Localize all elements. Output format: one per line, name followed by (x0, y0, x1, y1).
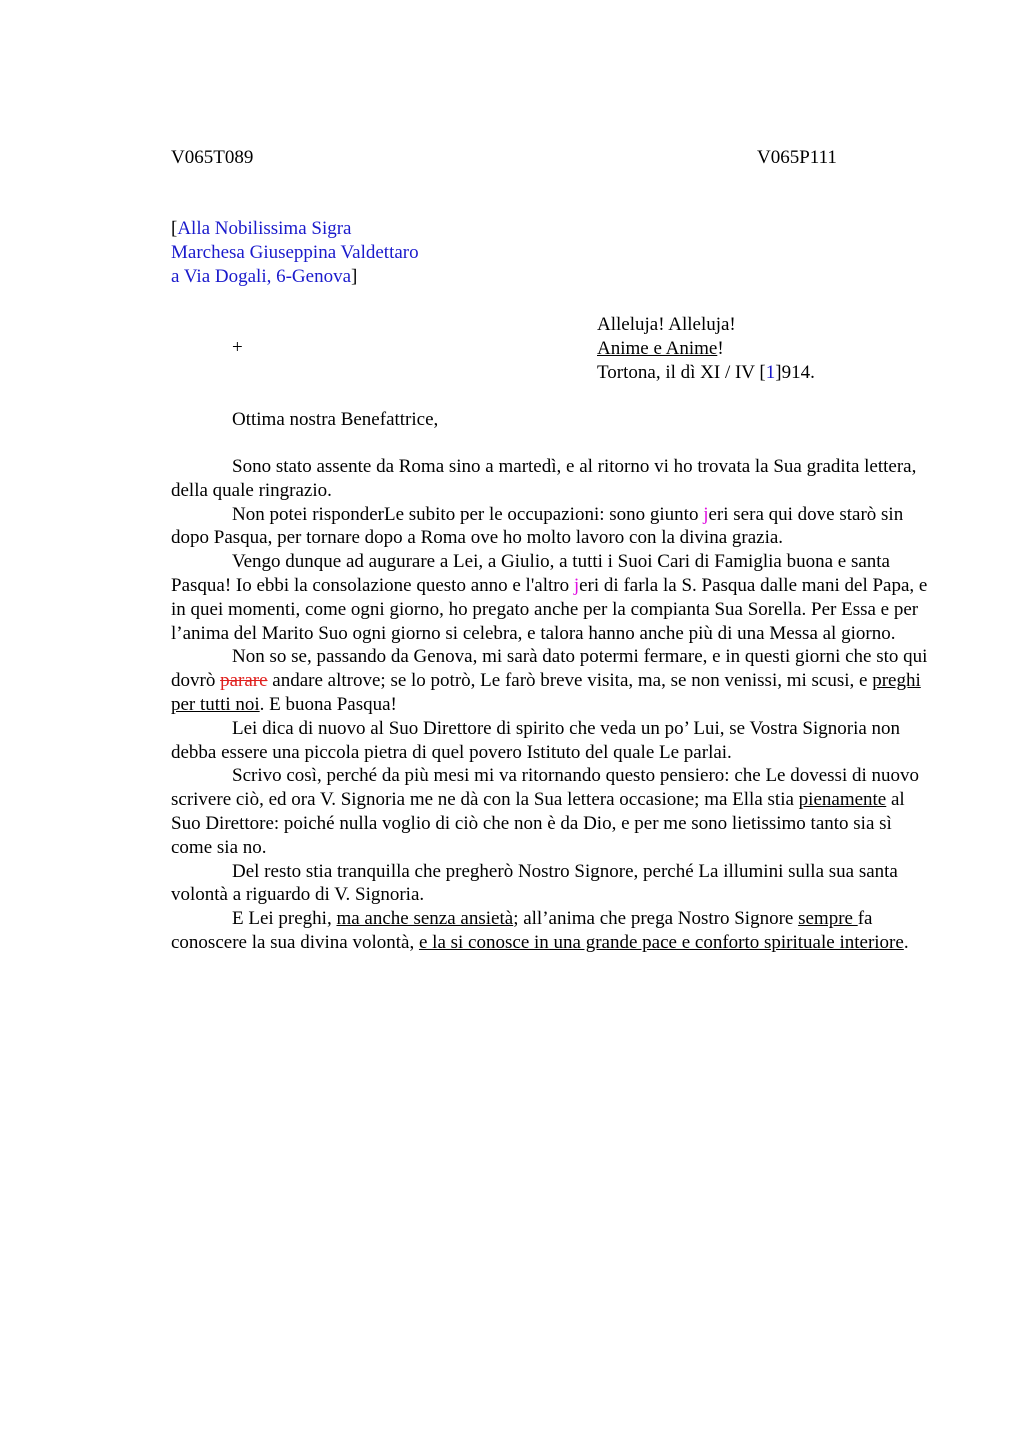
paragraph: Sono stato assente da Roma sino a martedì, e al ritorno vi ho trovata la Sua gradita lettera, della quale ringrazio. (171, 456, 917, 501)
address-line-2: Marchesa Giuseppina Valdettaro (171, 242, 419, 263)
document-code-right: V065P111 (757, 147, 837, 168)
address-line-1: Alla Nobilissima Sigra (177, 218, 352, 239)
underlined-phrase: sempre (798, 908, 858, 930)
salutation: Ottima nostra Benefattrice, (232, 409, 439, 430)
paragraph: Non potei risponderLe subito per le occupazioni: sono giunto jeri sera qui dove starò sin dopo Pasqua, per tornare dopo a Roma ove ho molto lavoro con la divina grazia. (171, 503, 904, 549)
paragraph: Lei dica di nuovo al Suo Direttore di spirito che veda un po’ Lui, se Vostra Signoria non debba essere una piccola pietra di quel povero Istituto del quale Le parlai. (171, 717, 901, 763)
cross-symbol: + (232, 337, 243, 358)
heading-alleluja: Alleluja! Alleluja! (597, 314, 736, 335)
letter-body (171, 455, 931, 955)
correction-letter: j (703, 503, 709, 525)
address-open-bracket: [ (171, 218, 178, 239)
paragraph: E Lei preghi, ma anche senza ansietà; all’anima che prega Nostro Signore sempre fa conoscere la sua divina volontà, e la si conosce in una grande pace e conforto spirituale interiore. (171, 908, 909, 953)
underlined-phrase: pienamente (798, 789, 887, 811)
paragraph: Del resto stia tranquilla che pregherò Nostro Signore, perché La illumini sulla sua santa volontà a riguardo di V. Signoria. (171, 860, 898, 906)
heading-anime-tail: ! (717, 338, 724, 359)
correction-letter: j (573, 574, 580, 596)
underlined-phrase: ma anche senza ansietà (336, 908, 514, 930)
document-code-left: V065T089 (171, 147, 254, 168)
underlined-phrase: e la si conosce in una grande pace e conforto spirituale interiore (418, 931, 904, 953)
paragraph: Non so se, passando da Genova, mi sarà dato potermi fermare, e in questi giorni che sto qui dovrò parare andare altrove; se lo potrò, Le farò breve visita, ma, se non venissi, mi scusi, e preghi per tutti noi. E buona Pasqua! (171, 646, 928, 715)
paragraph: Scrivo così, perché da più mesi mi va ritornando questo pensiero: che Le dovessi di nuovo scrivere ciò, ed ora V. Signoria me ne dà con la Sua lettera occasione; ma Ella stia pienamente al Suo Direttore: poiché nulla voglio di ciò che non è da Dio, e per me sono lietissimo tanto sia sì come sia no. (171, 765, 920, 858)
address-close-bracket: ] (351, 266, 358, 287)
struck-word: parare (220, 670, 268, 692)
heading-anime: Anime e Anime (597, 338, 718, 359)
underlined-phrase: preghi per tutti noi (171, 670, 921, 715)
paragraph: Vengo dunque ad augurare a Lei, a Giulio, a tutti i Suoi Cari di Famiglia buona e santa Pasqua! Io ebbi la consolazione questo anno e l'altro jeri di farla la S. Pasqua dalle mani del Papa, e in quei momenti, come ogni giorno, ho pregato anche per la compianta Sua Sorella. Per Essa e per l’anima del Marito Suo ogni giorno si celebra, e talora hanno anche più di una Messa al giorno. (171, 551, 928, 644)
heading-date: Tortona, il dì XI / IV [1]914. (597, 362, 815, 383)
address-line-3: a Via Dogali, 6-Genova (171, 266, 352, 287)
